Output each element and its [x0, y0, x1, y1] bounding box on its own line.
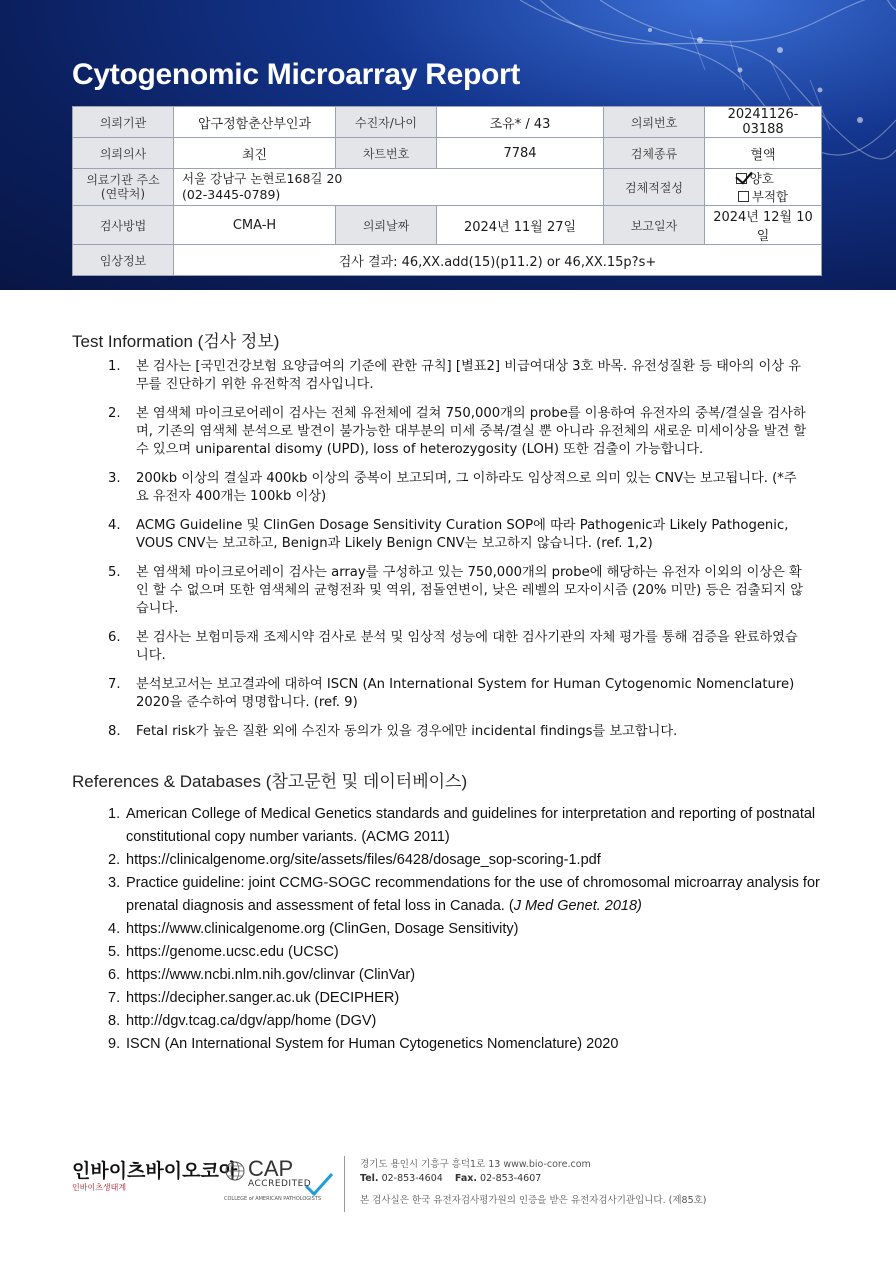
clinical-value: 검사 결과: 46,XX.add(15)(p11.2) or 46,XX.15p?s+	[174, 245, 822, 276]
item-number: 3.	[108, 875, 121, 891]
test-info-text: ACMG Guideline 및 ClinGen Dosage Sensitivity Curation SOP에 따라 Pathogenic과 Likely Pathogenic, VOUS CNV는 보고하고, Benign과 Likely Benign CNV는 보고하지 않습니다. (ref. 1,2)	[136, 518, 789, 551]
suitability-label: 검체적절성	[604, 169, 705, 206]
reference-text: https://clinicalgenome.org/site/assets/files/6428/dosage_sop-scoring-1.pdf	[126, 852, 601, 868]
unsuitable-checkbox	[738, 187, 788, 205]
report-date-label: 보고일자	[604, 206, 705, 245]
cap-accredited-text: ACCREDITED	[248, 1179, 312, 1189]
address-line1: 서울 강남구 논현로168길 20	[182, 171, 343, 186]
suitability-value	[705, 169, 822, 206]
cap-small-text: COLLEGE of AMERICAN PATHOLOGISTS	[224, 1196, 322, 1202]
specimen-label: 검체종류	[604, 138, 705, 169]
reference-item	[108, 987, 868, 1010]
reference-text: https://genome.ucsc.edu (UCSC)	[126, 944, 339, 960]
item-number: 1.	[108, 359, 121, 374]
tel-label: Tel.	[360, 1173, 379, 1184]
footer-certification: 본 검사실은 한국 유전자검사평가원의 인증을 받은 유전자검사기관입니다. (제85호)	[360, 1195, 707, 1206]
report-header	[0, 0, 896, 290]
reference-text: Practice guideline: joint CCMG-SOGC recommendations for the use of chromosomal microarray analysis for prenatal diagnosis and assessment of fetal loss in Canada.	[126, 875, 820, 914]
test-info-heading: Test Information (검사 정보)	[72, 332, 280, 351]
reference-item: 3. Practice guideline: joint CCMG-SOGC recommendations for the use of chromosomal microarray analysis for prenatal diagnosis and assessment of fetal loss in Canada. (J Med Genet. 2018)	[108, 872, 868, 918]
reference-item	[108, 803, 868, 849]
item-number: 2.	[108, 406, 121, 421]
cap-text: CAP	[248, 1156, 294, 1181]
cap-accreditation-logo	[224, 1156, 324, 1200]
item-number: 4.	[108, 921, 121, 937]
reference-item	[108, 849, 868, 872]
item-number: 8.	[108, 1013, 121, 1029]
item-number: 6.	[108, 630, 121, 645]
suitable-label: 양호	[749, 171, 774, 186]
item-number: 4.	[108, 518, 121, 533]
reference-item	[108, 918, 868, 941]
chart-no-value: 7784	[437, 138, 604, 169]
address-label	[73, 169, 174, 206]
fax-value: 02-853-4607	[480, 1173, 542, 1184]
references-heading: References & Databases (참고문헌 및 데이터베이스)	[72, 772, 468, 791]
test-info-text: 본 염색체 마이크로어레이 검사는 array를 구성하고 있는 750,000개의 probe에 해당하는 유전자 이외의 이상은 확인 할 수 없으며 또한 염색체의 균형전좌 및 역위, 점돌연변이, 낮은 레벨의 모자이시즘 (20% 미만) 등은 검출되지 않습니다.	[136, 565, 804, 616]
reference-text: https://www.ncbi.nlm.nih.gov/clinvar (ClinVar)	[126, 967, 416, 983]
test-info-list	[108, 358, 808, 752]
tel-value: 02-853-4604	[381, 1173, 443, 1184]
test-info-item	[108, 629, 808, 665]
test-info-text: 본 검사는 보험미등재 조제시약 검사로 분석 및 임상적 성능에 대한 검사기관의 자체 평가를 통해 검증을 완료하였습니다.	[136, 630, 798, 663]
doctor-label: 의뢰의사	[73, 138, 174, 169]
page-title: Cytogenomic Microarray Report	[72, 58, 521, 91]
unsuitable-label: 부적합	[751, 189, 789, 204]
test-info-text: Fetal risk가 높은 질환 외에 수진자 동의가 있을 경우에만 incidental findings를 보고합니다.	[136, 724, 678, 739]
references-list	[108, 803, 868, 1056]
item-number: 7.	[108, 990, 121, 1006]
test-info-item	[108, 723, 808, 741]
reference-text: ISCN (An International System for Human Cytogenetics Nomenclature) 2020	[126, 1036, 619, 1052]
footer	[72, 1150, 832, 1220]
reference-item	[108, 941, 868, 964]
fax-label: Fax.	[454, 1173, 478, 1184]
footer-contact	[360, 1173, 541, 1184]
method-label: 검사방법	[73, 206, 174, 245]
request-date-value: 2024년 11월 27일	[437, 206, 604, 245]
item-number: 5.	[108, 565, 121, 580]
reference-item	[108, 1033, 868, 1056]
recipient-label: 수진자/나이	[336, 107, 437, 138]
footer-address: 경기도 용인시 기흥구 흥덕1로 13 www.bio-core.com	[360, 1159, 591, 1170]
method-value: CMA-H	[174, 206, 336, 245]
reference-item	[108, 1010, 868, 1033]
reference-text: http://dgv.tcag.ca/dgv/app/home (DGV)	[126, 1013, 377, 1029]
test-info-item	[108, 358, 808, 394]
chart-no-label: 차트번호	[336, 138, 437, 169]
address-value	[174, 169, 604, 206]
item-number: 5.	[108, 944, 121, 960]
test-info-item	[108, 517, 808, 553]
test-info-text: 분석보고서는 보고결과에 대하여 ISCN (An International System for Human Cytogenomic Nomenclature) 2020을 준수하여 명명합니다. (ref. 9)	[136, 677, 795, 710]
test-info-item	[108, 676, 808, 712]
institution-value: 압구정함춘산부인과	[174, 107, 336, 138]
institution-label: 의뢰기관	[73, 107, 174, 138]
clinical-label: 임상정보	[73, 245, 174, 276]
test-info-item	[108, 405, 808, 459]
report-date-value: 2024년 12월 10일	[705, 206, 822, 245]
test-info-item	[108, 470, 808, 506]
item-number: 3.	[108, 471, 121, 486]
specimen-value: 혈액	[705, 138, 822, 169]
item-number: 8.	[108, 724, 121, 739]
item-number: 9.	[108, 1036, 121, 1052]
reference-journal: J Med Genet. 2018)	[513, 898, 642, 914]
test-info-text: 본 검사는 [국민건강보험 요양급여의 기준에 관한 규칙] [별표2] 비급여대상 3호 바목. 유전성질환 등 태아의 이상 유무를 진단하기 위한 유전학적 검사입니다.	[136, 359, 801, 392]
item-number: 7.	[108, 677, 121, 692]
recipient-value: 조유* / 43	[437, 107, 604, 138]
reference-text: https://www.clinicalgenome.org (ClinGen, Dosage Sensitivity)	[126, 921, 519, 937]
suitable-checkbox	[736, 169, 774, 187]
item-number: 2.	[108, 852, 121, 868]
cap-globe-icon	[224, 1160, 246, 1182]
request-no-label: 의뢰번호	[604, 107, 705, 138]
test-info-item	[108, 564, 808, 618]
reference-text: American College of Medical Genetics standards and guidelines for interpretation and reporting of postnatal constitutional copy number variants. (ACMG 2011)	[126, 806, 816, 845]
test-info-text: 200kb 이상의 결실과 400kb 이상의 중복이 보고되며, 그 이하라도 임상적으로 의미 있는 CNV는 보고됩니다. (*주요 유전자 400개는 100kb 이상)	[136, 471, 797, 504]
item-number: 6.	[108, 967, 121, 983]
item-number: 1.	[108, 806, 121, 822]
reference-item	[108, 964, 868, 987]
footer-divider	[344, 1156, 345, 1212]
patient-info-table	[72, 106, 822, 276]
address-label-line1: 의료기관 주소	[86, 173, 160, 187]
request-date-label: 의뢰날짜	[336, 206, 437, 245]
company-sub-logo: 인바이츠생태계	[72, 1183, 127, 1192]
doctor-value: 최진	[174, 138, 336, 169]
company-logo: 인바이츠바이오코아	[72, 1161, 238, 1182]
address-line2: (02-3445-0789)	[182, 187, 281, 202]
address-label-line2: (연락처)	[100, 187, 146, 201]
reference-text: https://decipher.sanger.ac.uk (DECIPHER)	[126, 990, 400, 1006]
empty-box-icon	[738, 191, 749, 202]
request-no-value: 20241126-03188	[705, 107, 822, 138]
test-info-text: 본 염색체 마이크로어레이 검사는 전체 유전체에 걸쳐 750,000개의 probe를 이용하여 유전자의 중복/결실을 검사하며, 기존의 염색체 분석으로 발견이 불가능한 대부분의 미세 중복/결실 뿐 아니라 유전체의 새로운 미세이상을 발견 할 수 있으며 uniparental disomy (UPD), loss of heterozygosity (LOH) 또한 검출이 가능합니다.	[136, 406, 807, 457]
checked-box-icon	[736, 173, 747, 184]
